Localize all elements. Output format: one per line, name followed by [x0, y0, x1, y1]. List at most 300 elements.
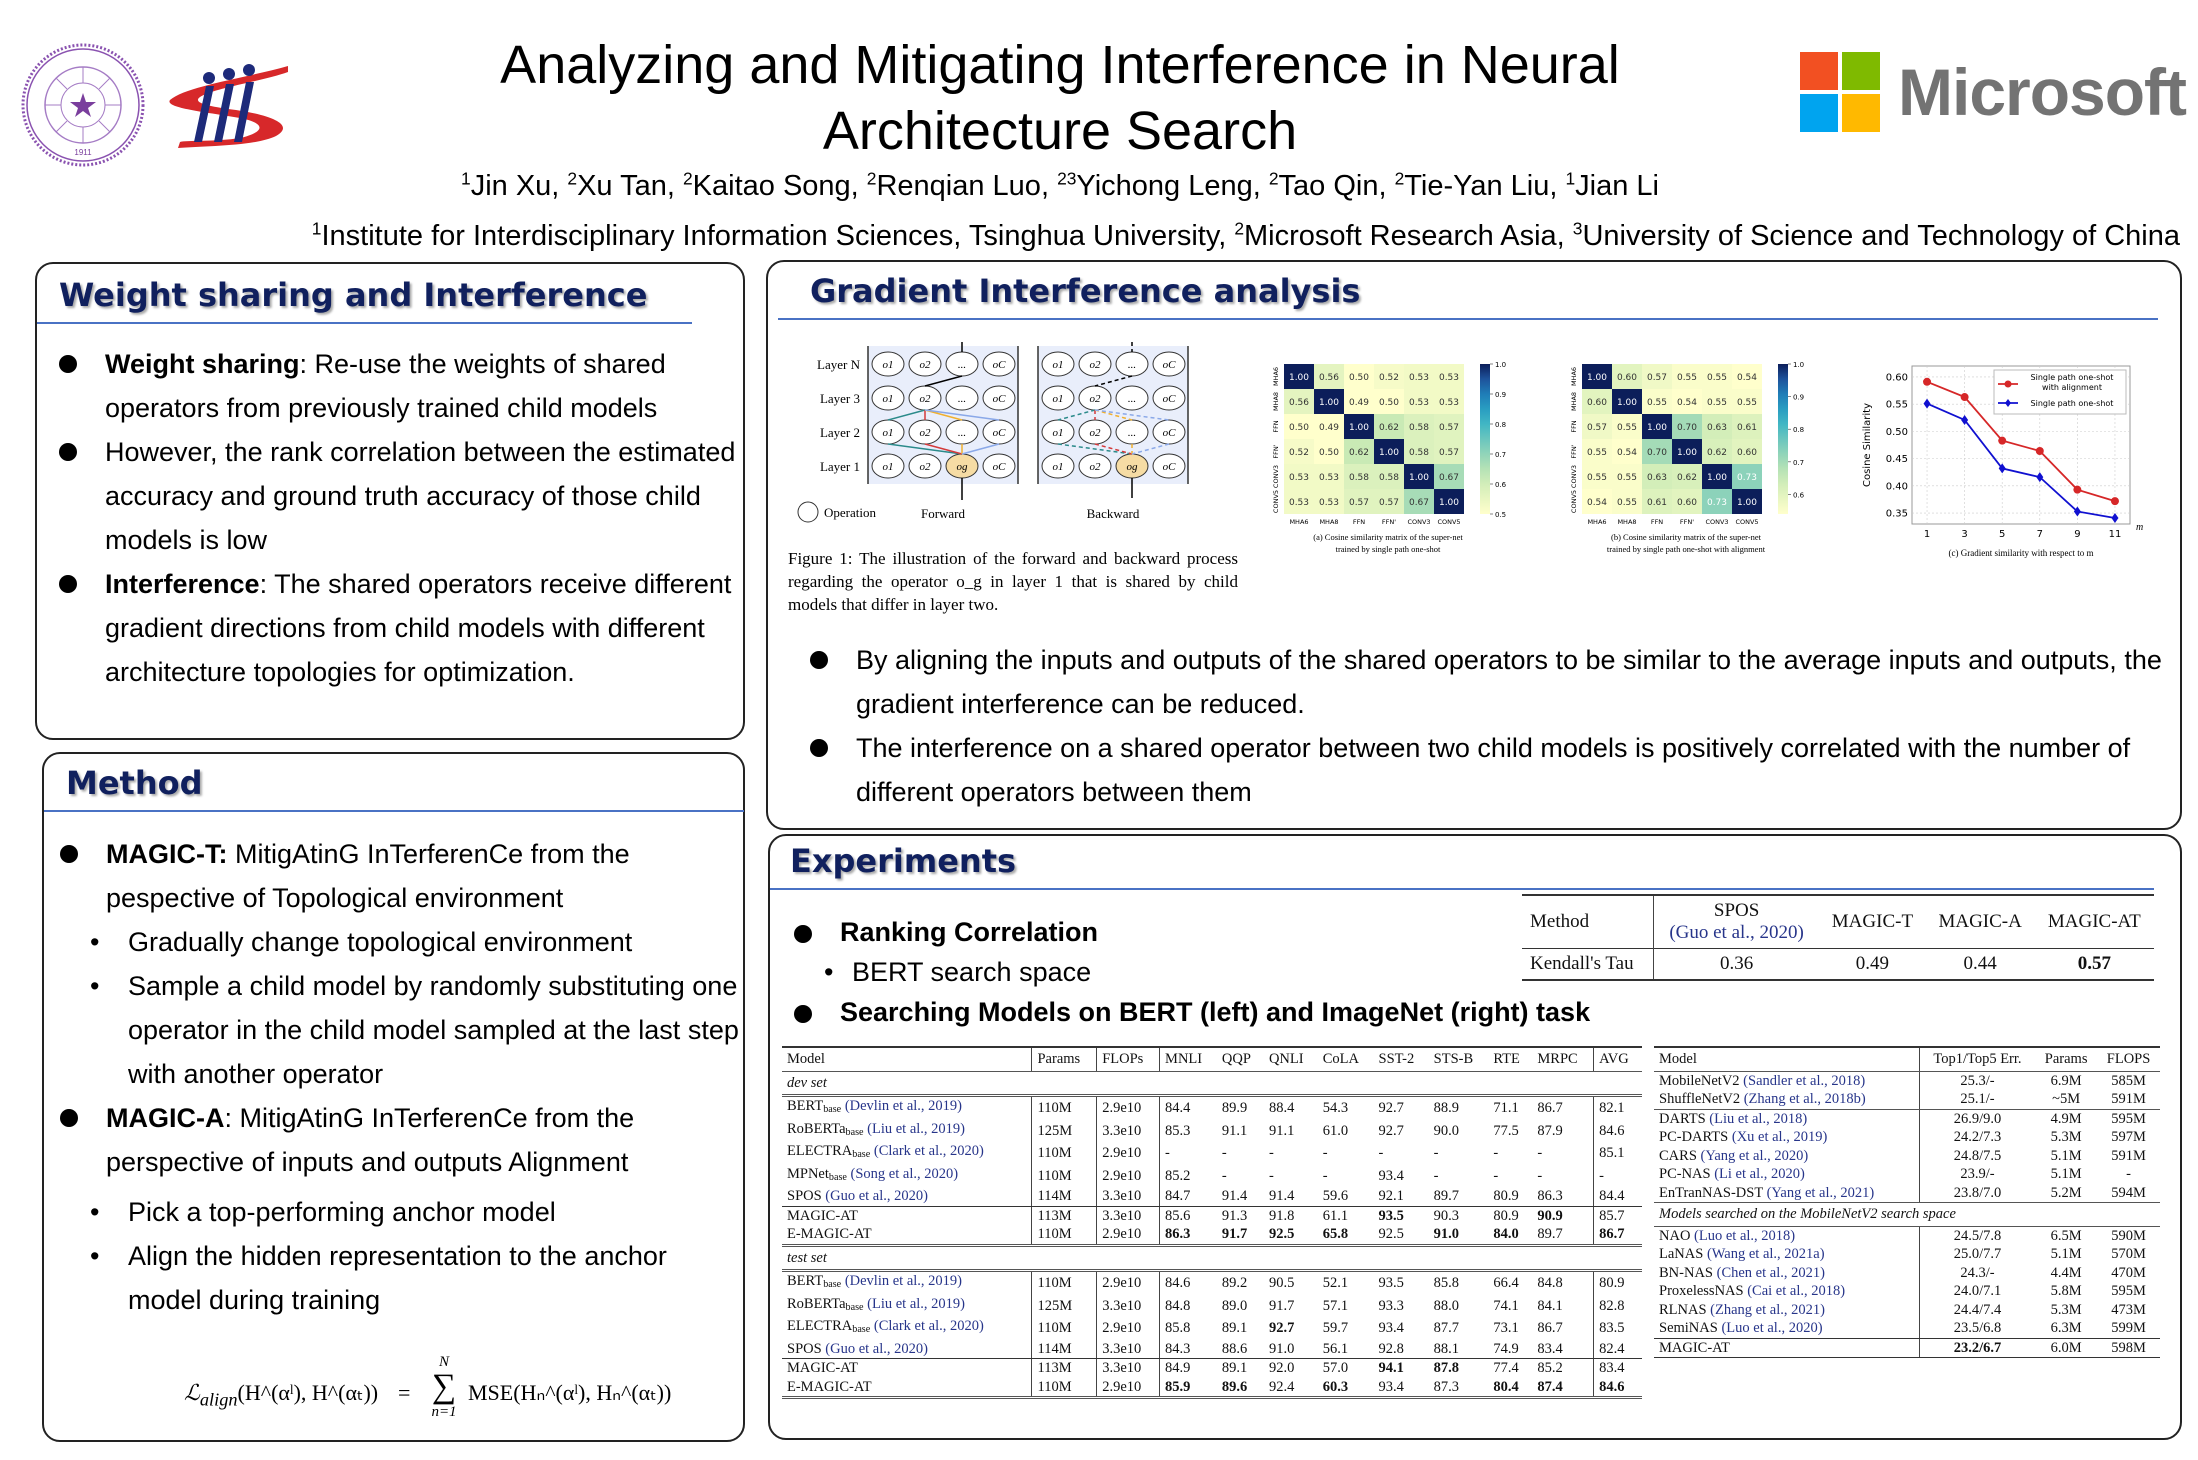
- heatmap-value: 1.00: [1288, 373, 1310, 383]
- table-cell: 88.4: [1268, 1100, 1295, 1116]
- heatmap-y-label: CONV3: [1272, 464, 1280, 489]
- heatmap-y-label: CONV5: [1272, 489, 1280, 514]
- table-cell: 89.7: [1429, 1187, 1489, 1206]
- heatmap-x-label: CONV5: [1735, 518, 1759, 526]
- table-cell: 6.3M: [2035, 1319, 2097, 1338]
- table-row: [1654, 1264, 2160, 1283]
- affiliation: [1573, 220, 2180, 252]
- panel-title: Weight sharing and Interference: [59, 276, 648, 314]
- table-header-cell: SPOS (Guo et al., 2020): [1654, 895, 1820, 949]
- table-cell: 125M: [1032, 1295, 1097, 1318]
- table-row: [1654, 1090, 2160, 1109]
- table-row: [782, 1359, 1642, 1378]
- table-cell: 61.1: [1322, 1207, 1349, 1224]
- table-cell: -: [2126, 1166, 2131, 1182]
- heatmap-value: 1.00: [1438, 498, 1460, 508]
- table-cell: 2.9e10: [1097, 1271, 1160, 1295]
- operation-label: oC: [1162, 359, 1176, 371]
- table-cell: 88.9: [1433, 1100, 1460, 1116]
- operation-label: o2: [1089, 461, 1101, 473]
- heatmap-y-label: CONV5: [1570, 489, 1578, 514]
- operation-label: oC: [992, 461, 1006, 473]
- heatmap-value: 0.53: [1318, 498, 1340, 508]
- table-row: [782, 1225, 1642, 1245]
- affiliation-index: 1: [311, 218, 322, 238]
- bullet-magic-a: MAGIC-A: MitigAtinG InTerferenCe from the perspective of inputs and outputs Alignment: [48, 1096, 740, 1184]
- table-cell: 56.1: [1318, 1340, 1374, 1359]
- table-cell: 114M: [1032, 1187, 1097, 1206]
- heatmap-value: 0.70: [1646, 448, 1668, 458]
- author-affil-index: 2: [1394, 168, 1405, 188]
- model-name: ProxelessNAS (Cai et al., 2018): [1659, 1283, 1846, 1299]
- colorbar-tick: 1.0: [1495, 361, 1507, 369]
- model-name: ELECTRAbase (Clark et al., 2020): [787, 1318, 984, 1336]
- colorbar-tick: 0.6: [1793, 491, 1805, 500]
- heatmap-value: 0.54: [1616, 448, 1638, 458]
- table-cell: 2.9e10: [1097, 1142, 1160, 1165]
- table-cell: 590M: [2111, 1227, 2146, 1244]
- author-name: Xu Tan: [577, 169, 667, 202]
- table-cell: 92.1: [1374, 1187, 1429, 1206]
- heatmap-value: 1.00: [1706, 473, 1728, 483]
- table-cell: 84.6: [1594, 1378, 1642, 1398]
- table-row: [1654, 1301, 2160, 1320]
- table-cell: 91.0: [1264, 1340, 1318, 1359]
- table-cell: -: [1433, 1167, 1439, 1184]
- kendall-tau-table: [1522, 894, 2162, 981]
- table-cell: 89.1: [1221, 1320, 1248, 1337]
- operation-label: o1: [1052, 359, 1064, 371]
- table-cell: 5.3M: [2050, 1301, 2082, 1318]
- x-tick-label: 11: [2108, 529, 2122, 540]
- table-cell: 110M: [1032, 1378, 1097, 1398]
- tsinghua-logo: [20, 42, 146, 168]
- table-cell: 92.7: [1268, 1320, 1295, 1337]
- heatmap-x-label: MHA6: [1587, 518, 1607, 526]
- table-cell: 86.7: [1537, 1320, 1563, 1337]
- table-cell: 85.1: [1594, 1142, 1642, 1165]
- operation-label: ...: [1127, 427, 1137, 439]
- table-cell: 85.2: [1537, 1360, 1563, 1377]
- model-name: EnTranNAS-DST (Yang et al., 2021): [1654, 1184, 1919, 1203]
- model-name: SemiNAS (Luo et al., 2020): [1654, 1319, 1919, 1338]
- heatmap-b-caption: (b) Cosine similarity matrix of the super-net: [1611, 532, 1761, 542]
- operation-label: oC: [992, 427, 1006, 439]
- table-cell: 3.3e10: [1097, 1187, 1160, 1206]
- heatmap-y-label: MHA8: [1272, 391, 1280, 412]
- colorbar-tick: 0.8: [1495, 421, 1507, 429]
- heatmap-y-label: MHA8: [1570, 391, 1578, 412]
- backward-label: Backward: [1086, 506, 1140, 521]
- figure-1-forward-backward: [788, 342, 1228, 532]
- heatmap-value: 0.63: [1646, 473, 1668, 483]
- table-cell: 6.9M: [2050, 1072, 2082, 1089]
- table-cell: 92.8: [1374, 1340, 1429, 1359]
- table-cell: 83.4: [1532, 1340, 1593, 1359]
- table-header-cell: Method: [1530, 911, 1590, 932]
- heatmap-value: 0.60: [1616, 373, 1638, 383]
- bullet-item: However, the rank correlation between the estimated accuracy and ground truth accuracy of those child models is low: [47, 430, 737, 562]
- table-cell: 113M: [1032, 1359, 1097, 1378]
- y-tick-label: 0.40: [1885, 481, 1908, 493]
- colorbar: [1480, 364, 1490, 514]
- table-cell: 24.8/7.5: [1919, 1147, 2035, 1166]
- heatmap-value: 0.57: [1438, 423, 1460, 433]
- table-cell: 71.1: [1493, 1100, 1519, 1116]
- affiliation: $^2$Microsoft Research Asia,: [1234, 218, 1573, 252]
- table-cell: 74.9: [1488, 1340, 1532, 1359]
- model-name: NAO (Luo et al., 2018): [1659, 1227, 1796, 1244]
- table-cell: -: [1322, 1167, 1328, 1184]
- heatmap-value: 0.57: [1646, 373, 1668, 383]
- model-name: LaNAS (Wang et al., 2021a): [1659, 1246, 1825, 1262]
- legend-label: Single path one-shot: [2030, 399, 2114, 408]
- table-cell: 0.57: [2077, 953, 2111, 974]
- table-cell: 3.3e10: [1097, 1340, 1160, 1359]
- sub-bullet: • BERT search space: [782, 952, 1682, 992]
- author: $^{23}$Yichong Leng,: [1057, 168, 1269, 202]
- operation-label: o2: [1089, 427, 1101, 439]
- author-name: Kaitao Song: [692, 169, 851, 202]
- author-name: Tao Qin: [1278, 169, 1379, 202]
- operation-label: o1: [882, 427, 894, 439]
- heatmap-x-label: CONV3: [1407, 518, 1431, 526]
- table-cell: 595M: [2111, 1283, 2146, 1299]
- table-cell: 25.3/-: [1919, 1071, 2035, 1090]
- table-row: [1654, 1147, 2160, 1166]
- heatmap-a: [1260, 358, 1552, 578]
- y-tick-label: 0.50: [1885, 426, 1908, 438]
- author-name: Jin Xu: [470, 169, 552, 202]
- operation-label: oC: [1162, 427, 1176, 439]
- table-cell: 114M: [1032, 1340, 1097, 1359]
- title-rule: [770, 888, 2154, 890]
- table-cell: 2.9e10: [1097, 1225, 1160, 1245]
- bullet-item: By aligning the inputs and outputs of the shared operators to be similar to the average inputs and outputs, the gradient interference can be reduced.: [798, 638, 2168, 726]
- table-cell: 91.1: [1268, 1122, 1295, 1139]
- heatmap-value: 0.55: [1646, 398, 1668, 408]
- author: $^2$Kaitao Song,: [682, 168, 867, 202]
- table-cell: 110M: [1032, 1096, 1097, 1120]
- table-cell: 90.3: [1433, 1207, 1460, 1224]
- table-header-cell: MAGIC-A: [1938, 911, 2022, 932]
- colorbar-tick: 0.8: [1793, 426, 1805, 435]
- table-cell: 83.4: [1594, 1359, 1642, 1378]
- table-cell: 595M: [2111, 1110, 2146, 1127]
- heatmap-value: 0.62: [1706, 448, 1728, 458]
- table-cell: 91.1: [1221, 1122, 1248, 1139]
- table-cell: 93.3: [1378, 1297, 1404, 1314]
- table-cell: 60.3: [1318, 1378, 1374, 1398]
- table-cell: 113M: [1032, 1206, 1097, 1225]
- model-name: MAGIC-AT: [1654, 1338, 1919, 1358]
- table-cell: 84.6: [1594, 1120, 1642, 1143]
- table-cell: 92.7: [1378, 1100, 1404, 1116]
- model-name: PC-NAS (Li et al., 2020): [1659, 1166, 1805, 1182]
- heatmap-value: 0.60: [1736, 448, 1758, 458]
- heatmap-x-label: MHA8: [1617, 518, 1637, 526]
- table-header-cell: Top1/Top5 Err.: [1919, 1047, 2035, 1071]
- table-section-row: [782, 1071, 1642, 1096]
- title-line-1: Analyzing and Mitigating Interference in Neural: [500, 35, 1620, 95]
- table-cell: 91.8: [1268, 1207, 1295, 1224]
- affiliation-name: University of Science and Technology of China: [1582, 219, 2180, 252]
- bullet-ranking: Ranking Correlation: [782, 912, 1682, 952]
- operation-legend-label: Operation: [824, 505, 876, 520]
- heatmap-value: 1.00: [1586, 373, 1608, 383]
- colorbar: [1778, 364, 1788, 514]
- table-cell: 5.3M: [2050, 1129, 2082, 1145]
- author: $^2$Xu Tan,: [567, 168, 683, 202]
- table-header-row: [1522, 895, 2154, 949]
- microsoft-logo-square: [1800, 52, 1838, 90]
- table-cell: 84.0: [1488, 1225, 1532, 1245]
- layer-label: Layer 3: [819, 391, 860, 406]
- table-cell: 80.4: [1488, 1378, 1532, 1398]
- table-header-row: [782, 1047, 1642, 1071]
- model-name: MAGIC-AT: [787, 1360, 858, 1377]
- y-tick-label: 0.45: [1885, 454, 1908, 466]
- data-point: [2036, 447, 2044, 455]
- heatmap-x-label: FFN: [1352, 518, 1366, 526]
- table-cell: 88.1: [1429, 1340, 1489, 1359]
- author-name: Tie-Yan Liu: [1404, 169, 1550, 202]
- heatmap-value: 0.53: [1438, 398, 1460, 408]
- heatmap-y-label: MHA6: [1272, 366, 1280, 387]
- table-cell: 591M: [2111, 1147, 2146, 1164]
- table-cell: 92.5: [1374, 1225, 1429, 1245]
- heatmap-value: 0.55: [1736, 398, 1758, 408]
- model-name: BERTbase (Devlin et al., 2019): [787, 1098, 962, 1116]
- table-cell: 88.6: [1217, 1340, 1264, 1359]
- table-header-cell: MAGIC-AT: [2047, 911, 2141, 932]
- table-cell: 83.5: [1594, 1317, 1642, 1340]
- heatmap-value: 0.49: [1318, 423, 1340, 433]
- operation-label: oC: [992, 359, 1006, 371]
- table-cell: 89.6: [1217, 1378, 1264, 1398]
- table-cell: 5.1M: [2050, 1246, 2082, 1262]
- heatmap-value: 0.58: [1378, 473, 1400, 483]
- table-cell: 110M: [1032, 1271, 1097, 1295]
- title-rule: [37, 322, 692, 324]
- model-name: PC-DARTS (Xu et al., 2019): [1659, 1129, 1828, 1145]
- table-cell: 125M: [1032, 1120, 1097, 1143]
- table-cell: 57.0: [1322, 1360, 1349, 1377]
- table-cell: 585M: [2111, 1072, 2146, 1089]
- author-name: Yichong Leng: [1076, 169, 1253, 202]
- bullet-searching: Searching Models on BERT (left) and ImageNet (right) task: [782, 992, 1682, 1032]
- author-affil-index: 1: [461, 168, 471, 188]
- heatmap-value: 0.53: [1288, 473, 1310, 483]
- table-cell: 599M: [2097, 1319, 2160, 1338]
- row-label: Kendall's Tau: [1530, 953, 1634, 974]
- data-point: [1961, 393, 1969, 401]
- operation-label: o2: [1089, 393, 1101, 405]
- table-row: [782, 1096, 1642, 1120]
- table-cell: ~5M: [2035, 1090, 2097, 1109]
- table-cell: 93.5: [1378, 1207, 1404, 1224]
- panel-experiments: [768, 834, 2182, 1440]
- table-row: [1654, 1165, 2160, 1184]
- y-tick-label: 0.35: [1885, 508, 1908, 520]
- operation-label: o2: [919, 427, 931, 439]
- heatmap-value: 0.54: [1586, 498, 1608, 508]
- table-header-cell: MAGIC-T: [1831, 911, 1914, 932]
- microsoft-logo-square: [1842, 52, 1880, 90]
- heatmap-b: [1558, 358, 1850, 578]
- table-cell: -: [1537, 1167, 1543, 1184]
- imagenet-results-table: [1654, 1046, 2160, 1358]
- affiliation-index: 3: [1572, 218, 1583, 238]
- table-cell: 82.8: [1594, 1295, 1642, 1318]
- heatmap-value: 0.53: [1438, 373, 1460, 383]
- table-row: [1654, 1226, 2160, 1245]
- heatmap-value: 0.62: [1378, 423, 1400, 433]
- operation-legend-icon: [798, 502, 818, 522]
- table-cell: 61.0: [1322, 1122, 1349, 1139]
- author-affil-index: 2: [682, 168, 693, 188]
- table-cell: 85.8: [1160, 1317, 1217, 1340]
- table-cell: 84.6: [1160, 1271, 1217, 1295]
- heatmap-value: 0.55: [1616, 423, 1638, 433]
- table-cell: 84.8: [1160, 1295, 1217, 1318]
- operation-label: o1: [1052, 461, 1064, 473]
- heatmap-y-label: FFN: [1570, 420, 1578, 433]
- table-cell: 594M: [2097, 1184, 2160, 1203]
- operation-label: ...: [957, 359, 967, 371]
- colorbar-tick: 0.7: [1495, 451, 1507, 459]
- microsoft-logo-square: [1800, 94, 1838, 132]
- author-affil-index: 1: [1565, 168, 1576, 188]
- table-cell: 4.9M: [2050, 1110, 2082, 1127]
- heatmap-value: 0.52: [1288, 448, 1310, 458]
- heatmap-value: 0.50: [1288, 423, 1310, 433]
- heatmap-value: 0.56: [1288, 398, 1310, 408]
- table-cell: 92.4: [1264, 1378, 1318, 1398]
- table-header-cell: MNLI: [1160, 1047, 1217, 1071]
- sub-bullet: • Align the hidden representation to the anchor model during training: [48, 1234, 740, 1322]
- table-cell: 94.1: [1378, 1360, 1404, 1377]
- title-line-2: Architecture Search: [822, 101, 1298, 161]
- table-cell: 93.5: [1378, 1275, 1404, 1292]
- y-tick-label: 0.55: [1885, 399, 1908, 411]
- heatmap-x-label: FFN': [1381, 518, 1397, 526]
- table-row: [1654, 1319, 2160, 1338]
- table-cell: 89.9: [1221, 1100, 1248, 1116]
- table-cell: 87.4: [1532, 1378, 1593, 1398]
- x-tick-label: 3: [1961, 529, 1968, 540]
- table-cell: 597M: [2111, 1129, 2146, 1145]
- x-tick-label: 7: [2036, 529, 2043, 540]
- table-section-row: [1654, 1203, 2160, 1227]
- heatmap-value: 1.00: [1348, 423, 1370, 433]
- table-header-row: [1654, 1047, 2160, 1071]
- heatmap-value: 0.50: [1378, 398, 1400, 408]
- table-cell: 52.1: [1322, 1275, 1349, 1292]
- table-cell: 23.5/6.8: [1919, 1319, 2035, 1338]
- table-header-cell: AVG: [1594, 1047, 1642, 1071]
- table-cell: 4.4M: [2050, 1264, 2082, 1281]
- layer-label: Layer N: [817, 357, 860, 372]
- table-row: [782, 1271, 1642, 1295]
- operation-label: o1: [882, 393, 894, 405]
- affiliation-name: Institute for Interdisciplinary Information Sciences, Tsinghua University: [321, 219, 1219, 252]
- table-cell: 87.8: [1433, 1360, 1460, 1377]
- model-name: RoBERTabase (Liu et al., 2019): [787, 1295, 966, 1313]
- table-cell: 3.3e10: [1097, 1359, 1160, 1378]
- weight-sharing-bullets: [47, 342, 737, 694]
- table-cell: 84.8: [1537, 1275, 1563, 1292]
- table-cell: 91.3: [1221, 1207, 1248, 1224]
- table-cell: 92.5: [1264, 1225, 1318, 1245]
- table-cell: 74.1: [1493, 1297, 1519, 1314]
- model-name: E-MAGIC-AT: [782, 1378, 1032, 1398]
- table-cell: 24.3/-: [1919, 1264, 2035, 1283]
- microsoft-logo-square: [1842, 94, 1880, 132]
- table-cell: 2.9e10: [1097, 1165, 1160, 1188]
- table-cell: 5.1M: [2050, 1166, 2082, 1182]
- author-name: Renqian Luo: [876, 169, 1041, 202]
- microsoft-logo: [1800, 52, 2186, 134]
- heatmap-value: 0.55: [1586, 473, 1608, 483]
- operation-label: ...: [957, 427, 967, 439]
- colorbar-tick: 0.9: [1793, 393, 1805, 402]
- heatmap-y-label: FFN: [1272, 420, 1280, 433]
- table-row: [1654, 1071, 2160, 1090]
- title-rule: [44, 810, 744, 812]
- table-cell: 24.0/7.1: [1919, 1282, 2035, 1301]
- table-cell: -: [1594, 1165, 1642, 1188]
- heatmap-value: 0.70: [1676, 423, 1698, 433]
- heatmap-value: 0.53: [1408, 398, 1430, 408]
- author: [1565, 170, 1659, 202]
- table-cell: 77.4: [1493, 1360, 1519, 1377]
- table-cell: 6.5M: [2050, 1227, 2082, 1244]
- colorbar-tick: 0.6: [1495, 481, 1507, 489]
- table-cell: -: [1221, 1145, 1227, 1162]
- table-cell: -: [1537, 1145, 1543, 1162]
- model-name: BN-NAS (Chen et al., 2021): [1659, 1264, 1825, 1281]
- panel-gradient-interference: [766, 260, 2182, 830]
- table-cell: 2.9e10: [1097, 1317, 1160, 1340]
- table-cell: 23.8/7.0: [1919, 1184, 2035, 1203]
- table-cell: 85.6: [1160, 1206, 1217, 1225]
- table-header-cell: Params: [1032, 1047, 1097, 1071]
- heatmap-value: 0.56: [1318, 373, 1340, 383]
- heatmap-value: 0.52: [1378, 373, 1400, 383]
- line-chart-caption: (c) Gradient similarity with respect to m: [1948, 548, 2094, 558]
- table-cell: 86.3: [1532, 1187, 1593, 1206]
- table-cell: 89.0: [1221, 1297, 1248, 1314]
- x-tick-label: 1: [1923, 529, 1931, 540]
- operation-label: o1: [882, 461, 894, 473]
- table-header-cell: Model: [782, 1047, 1032, 1071]
- bert-results-table: [782, 1046, 1642, 1399]
- table-cell: 80.9: [1488, 1187, 1532, 1206]
- table-row: [782, 1165, 1642, 1188]
- table-cell: 5.1M: [2050, 1147, 2082, 1164]
- author-list: [420, 168, 1700, 203]
- data-point: [2073, 486, 2081, 494]
- author-affil-index: 2: [567, 168, 578, 188]
- heatmap-value: 0.53: [1408, 373, 1430, 383]
- table-cell: 5.2M: [2035, 1184, 2097, 1203]
- legend-label: Single path one-shot: [2030, 373, 2114, 382]
- gradient-bullets: [798, 638, 2168, 814]
- table-cell: 470M: [2111, 1264, 2146, 1281]
- table-cell: 65.8: [1318, 1225, 1374, 1245]
- x-tick-label: 9: [2074, 529, 2081, 540]
